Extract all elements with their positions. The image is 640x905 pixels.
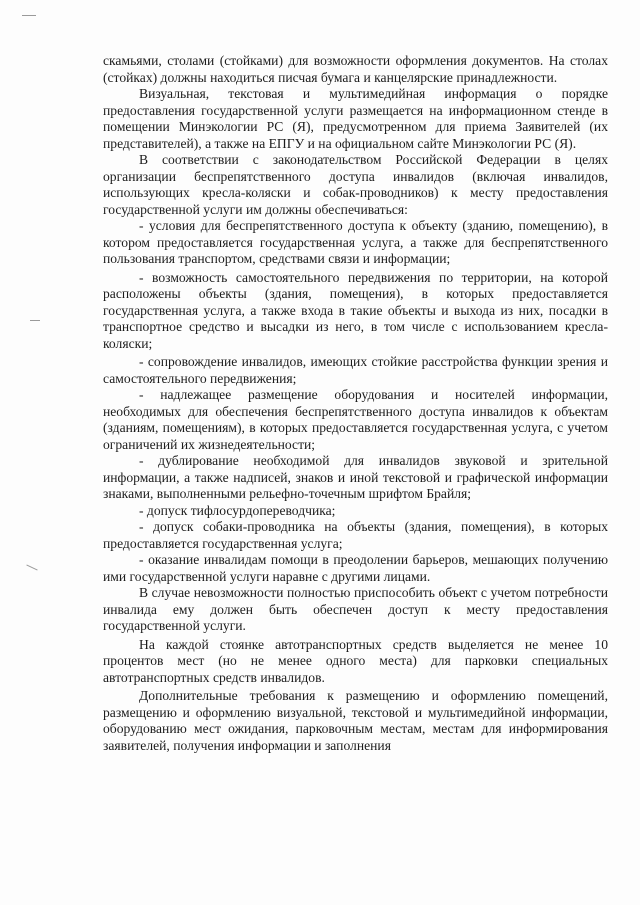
paragraph: Визуальная, текстовая и мультимедийная информация о порядке предоставления государственной услуги размещается на информационном стенде в помещении Минэкологии РС (Я), предусмотренном для приема Заявителей (их представителей), а также на ЕПГУ и на официальном сайте Минэкологии РС (Я). <box>103 86 608 151</box>
list-item: - надлежащее размещение оборудования и носителей информации, необходимых для обеспечения беспрепятственного доступа инвалидов к объектам (зданиям, помещениям), в которых предоставляется государственная услуга, с учетом ограничений их жизнедеятельности; <box>103 387 608 452</box>
paragraph: В случае невозможности полностью приспособить объект с учетом потребности инвалида ему должен быть обеспечен доступ к месту предоставления государственной услуги. <box>103 585 608 633</box>
paragraph: скамьями, столами (стойками) для возможности оформления документов. На столах (стойках) должны находиться писчая бумага и канцелярские принадлежности. <box>103 53 608 85</box>
scan-mark-left-2 <box>26 565 37 571</box>
list-item: - возможность самостоятельного передвижения по территории, на которой расположены объекты (здания, помещения), в которых предоставляется государственная услуга, а также входа в такие объекты и выхода из них, посадки в транспортное средство и высадки из него, в том числе с использованием кресла-коляски; <box>103 269 608 351</box>
list-item: - дублирование необходимой для инвалидов звуковой и зрительной информации, а также надписей, знаков и иной текстовой и графической информации знаками, выполненными рельефно-точечным шрифтом Брайля; <box>103 453 608 501</box>
list-item: - сопровождение инвалидов, имеющих стойкие расстройства функции зрения и самостоятельного передвижения; <box>103 354 608 386</box>
paragraph: Дополнительные требования к размещению и оформлению помещений, размещению и оформлению визуальной, текстовой и мультимедийной информации, оборудованию мест ожидания, парковочным местам, местам для информирования заявителей, получения информации и заполнения <box>103 688 608 753</box>
list-item: - допуск собаки-проводника на объекты (здания, помещения), в которых предоставляется государственная услуга; <box>103 519 608 551</box>
paragraph: В соответствии с законодательством Российской Федерации в целях организации беспрепятственного доступа инвалидов (включая инвалидов, использующих кресла-коляски и собак-проводников) к месту предоставления государственной услуги им должны обеспечиваться: <box>103 152 608 217</box>
document-body <box>103 53 608 754</box>
paragraph: На каждой стоянке автотранспортных средств выделяется не менее 10 процентов мест (но не менее одного места) для парковки специальных автотранспортных средств инвалидов. <box>103 636 608 685</box>
list-item: - допуск тифлосурдопереводчика; <box>139 502 336 518</box>
list-item: - условия для беспрепятственного доступа к объекту (зданию, помещению), в котором предоставляется государственная услуга, а также для беспрепятственного пользования транспортом, средствами связи и информации; <box>103 218 608 266</box>
list-item: - оказание инвалидам помощи в преодолении барьеров, мешающих получению ими государственной услуги наравне с другими лицами. <box>103 552 608 584</box>
scan-mark-left-1 <box>30 320 40 321</box>
scan-mark-top <box>22 15 36 16</box>
